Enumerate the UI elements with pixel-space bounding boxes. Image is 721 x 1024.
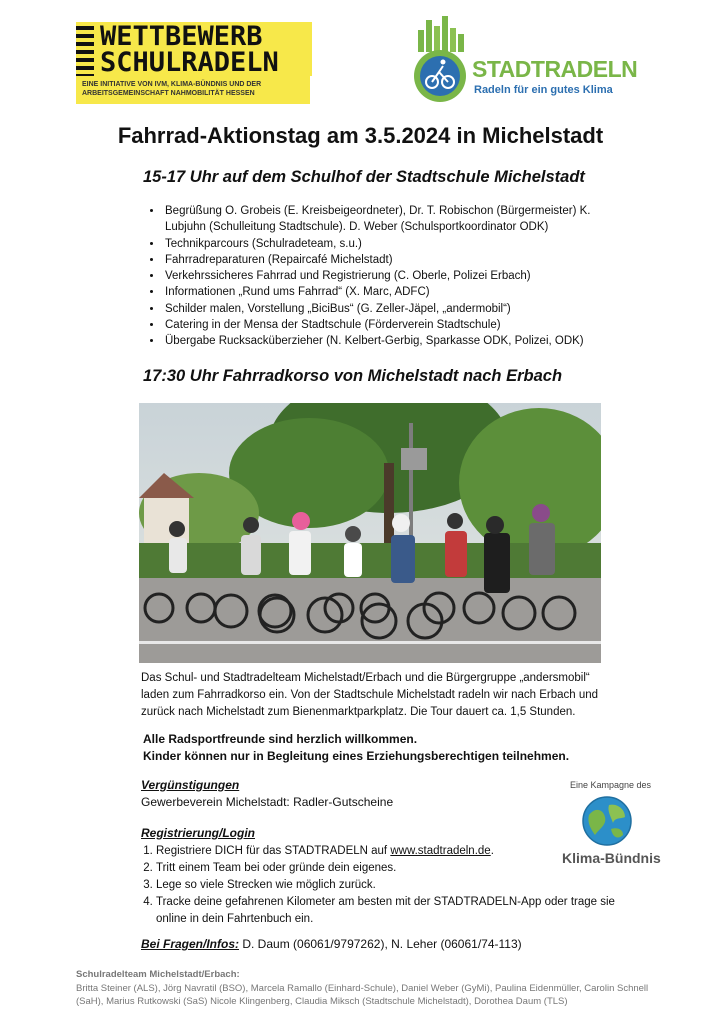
list-item: • Schilder malen, Vorstellung „BiciBus“ (G. Zeller-Jäpel, „andermobil“) — [163, 301, 633, 317]
welcome-line2: Kinder können nur in Begleitung eines Erziehungsberechtigen teilnehmen. — [143, 749, 570, 763]
contact-text: D. Daum (06061/9797262), N. Leher (06061/74-113) — [239, 937, 522, 951]
benefits-text: Gewerbeverein Michelstadt: Radler-Gutscheine — [141, 795, 394, 809]
list-item: • Übergabe Rucksacküberzieher (N. Kelbert-Gerbig, Sparkasse ODK, Polizei, ODK) — [163, 333, 633, 349]
list-item: 4. Tracke deine gefahrenen Kilometer am besten mit der STADTRADELN-App oder trage sie online in dein Fahrtenbuch ein. — [156, 894, 636, 928]
stadtradeln-tagline: Radeln für ein gutes Klima — [474, 84, 613, 96]
footer-heading: Schulradelteam Michelstadt/Erbach: — [76, 969, 240, 980]
list-item: • Begrüßung O. Grobeis (E. Kreisbeigeordneter), Dr. T. Robischon (Bürgermeister) K. Lubjuhn (Schulleitung Stadtschule). D. Weber (Schulsportkoordinator ODK) — [163, 203, 633, 236]
section1-heading: 15-17 Uhr auf dem Schulhof der Stadtschule Michelstadt — [143, 168, 585, 186]
tour-description: Das Schul- und Stadtradelteam Michelstadt/Erbach und die Bürgergruppe „andersmobil“ laden zum Fahrradkorso ein. Von der Stadtschule Michelstadt radeln wir nach Erbach und zurück nach Michelstadt zum Bienenmarktparkplatz. Die Tour dauert ca. 1,5 Stunden. — [141, 672, 599, 718]
footer — [76, 968, 676, 1009]
list-item: • Catering in der Mensa der Stadtschule (Förderverein Stadtschule) — [163, 317, 633, 333]
logo-stripes — [76, 26, 94, 76]
contact-line — [141, 937, 522, 951]
campaign-caption: Eine Kampagne des — [570, 780, 652, 790]
step1-text: Registriere DICH für das STADTRADELN auf — [156, 845, 391, 857]
list-item: 3. Lege so viele Strecken wie möglich zurück. — [156, 877, 636, 894]
list-item: • Fahrradreparaturen (Repaircafé Michelstadt) — [163, 252, 633, 268]
campaign-name: Klima-Bündnis — [562, 850, 661, 866]
page-title: Fahrrad-Aktionstag am 3.5.2024 in Michelstadt — [117, 123, 604, 148]
stadtradeln-logo — [412, 14, 642, 110]
logo-line2: SCHULRADELN — [100, 47, 279, 78]
stadtradeln-link[interactable]: www.stadtradeln.de — [390, 845, 491, 857]
welcome-line1: Alle Radsportfreunde sind herzlich willkommen. — [143, 732, 418, 746]
logo-subline: EINE INITIATIVE VON IVM, KLIMA-BÜNDNIS UND DER ARBEITSGEMEINSCHAFT NAHMOBILITÄT HESSEN — [82, 81, 262, 97]
list-item: 2. Tritt einem Team bei oder gründe dein eigenes. — [156, 860, 636, 877]
logo-line1: WETTBEWERB — [100, 21, 263, 52]
schulradeln-wordmark — [96, 22, 312, 76]
cyclists-photo — [139, 403, 601, 663]
list-item: • Technikparcours (Schulradeteam, s.u.) — [163, 236, 633, 252]
footer-text: Britta Steiner (ALS), Jörg Navratil (BSO), Marcela Ramallo (Einhard-Schule), Daniel Weber (GyMi), Paulina Eidenmüller, Carolin Schnell (SaH), Marius Rutkowski (SaS) Nicole Klingenberg, Claudia Miksch (Stadtschule Michelstadt), Dorothea Daum (TLS) — [76, 982, 649, 1007]
section2-heading: 17:30 Uhr Fahrradkorso von Michelstadt nach Erbach — [143, 367, 563, 385]
list-item: • Verkehrssicheres Fahrrad und Registrierung (C. Oberle, Polizei Erbach) — [163, 268, 633, 284]
schulradeln-logo — [76, 22, 310, 104]
registration-heading: Registrierung/Login — [141, 826, 255, 840]
step1-end: . — [490, 845, 494, 857]
program-list — [143, 203, 633, 350]
benefits-heading: Vergünstigungen — [141, 778, 240, 792]
contact-label: Bei Fragen/Infos: — [141, 937, 240, 951]
klima-buendnis-logo — [556, 780, 676, 870]
list-item: • Informationen „Rund ums Fahrrad“ (X. Marc, ADFC) — [163, 284, 633, 300]
welcome-text — [143, 731, 613, 765]
stadtradeln-brand: STADTRADELN — [472, 56, 638, 82]
stadtradeln-emblem-icon — [412, 14, 468, 110]
globe-icon — [581, 795, 633, 847]
